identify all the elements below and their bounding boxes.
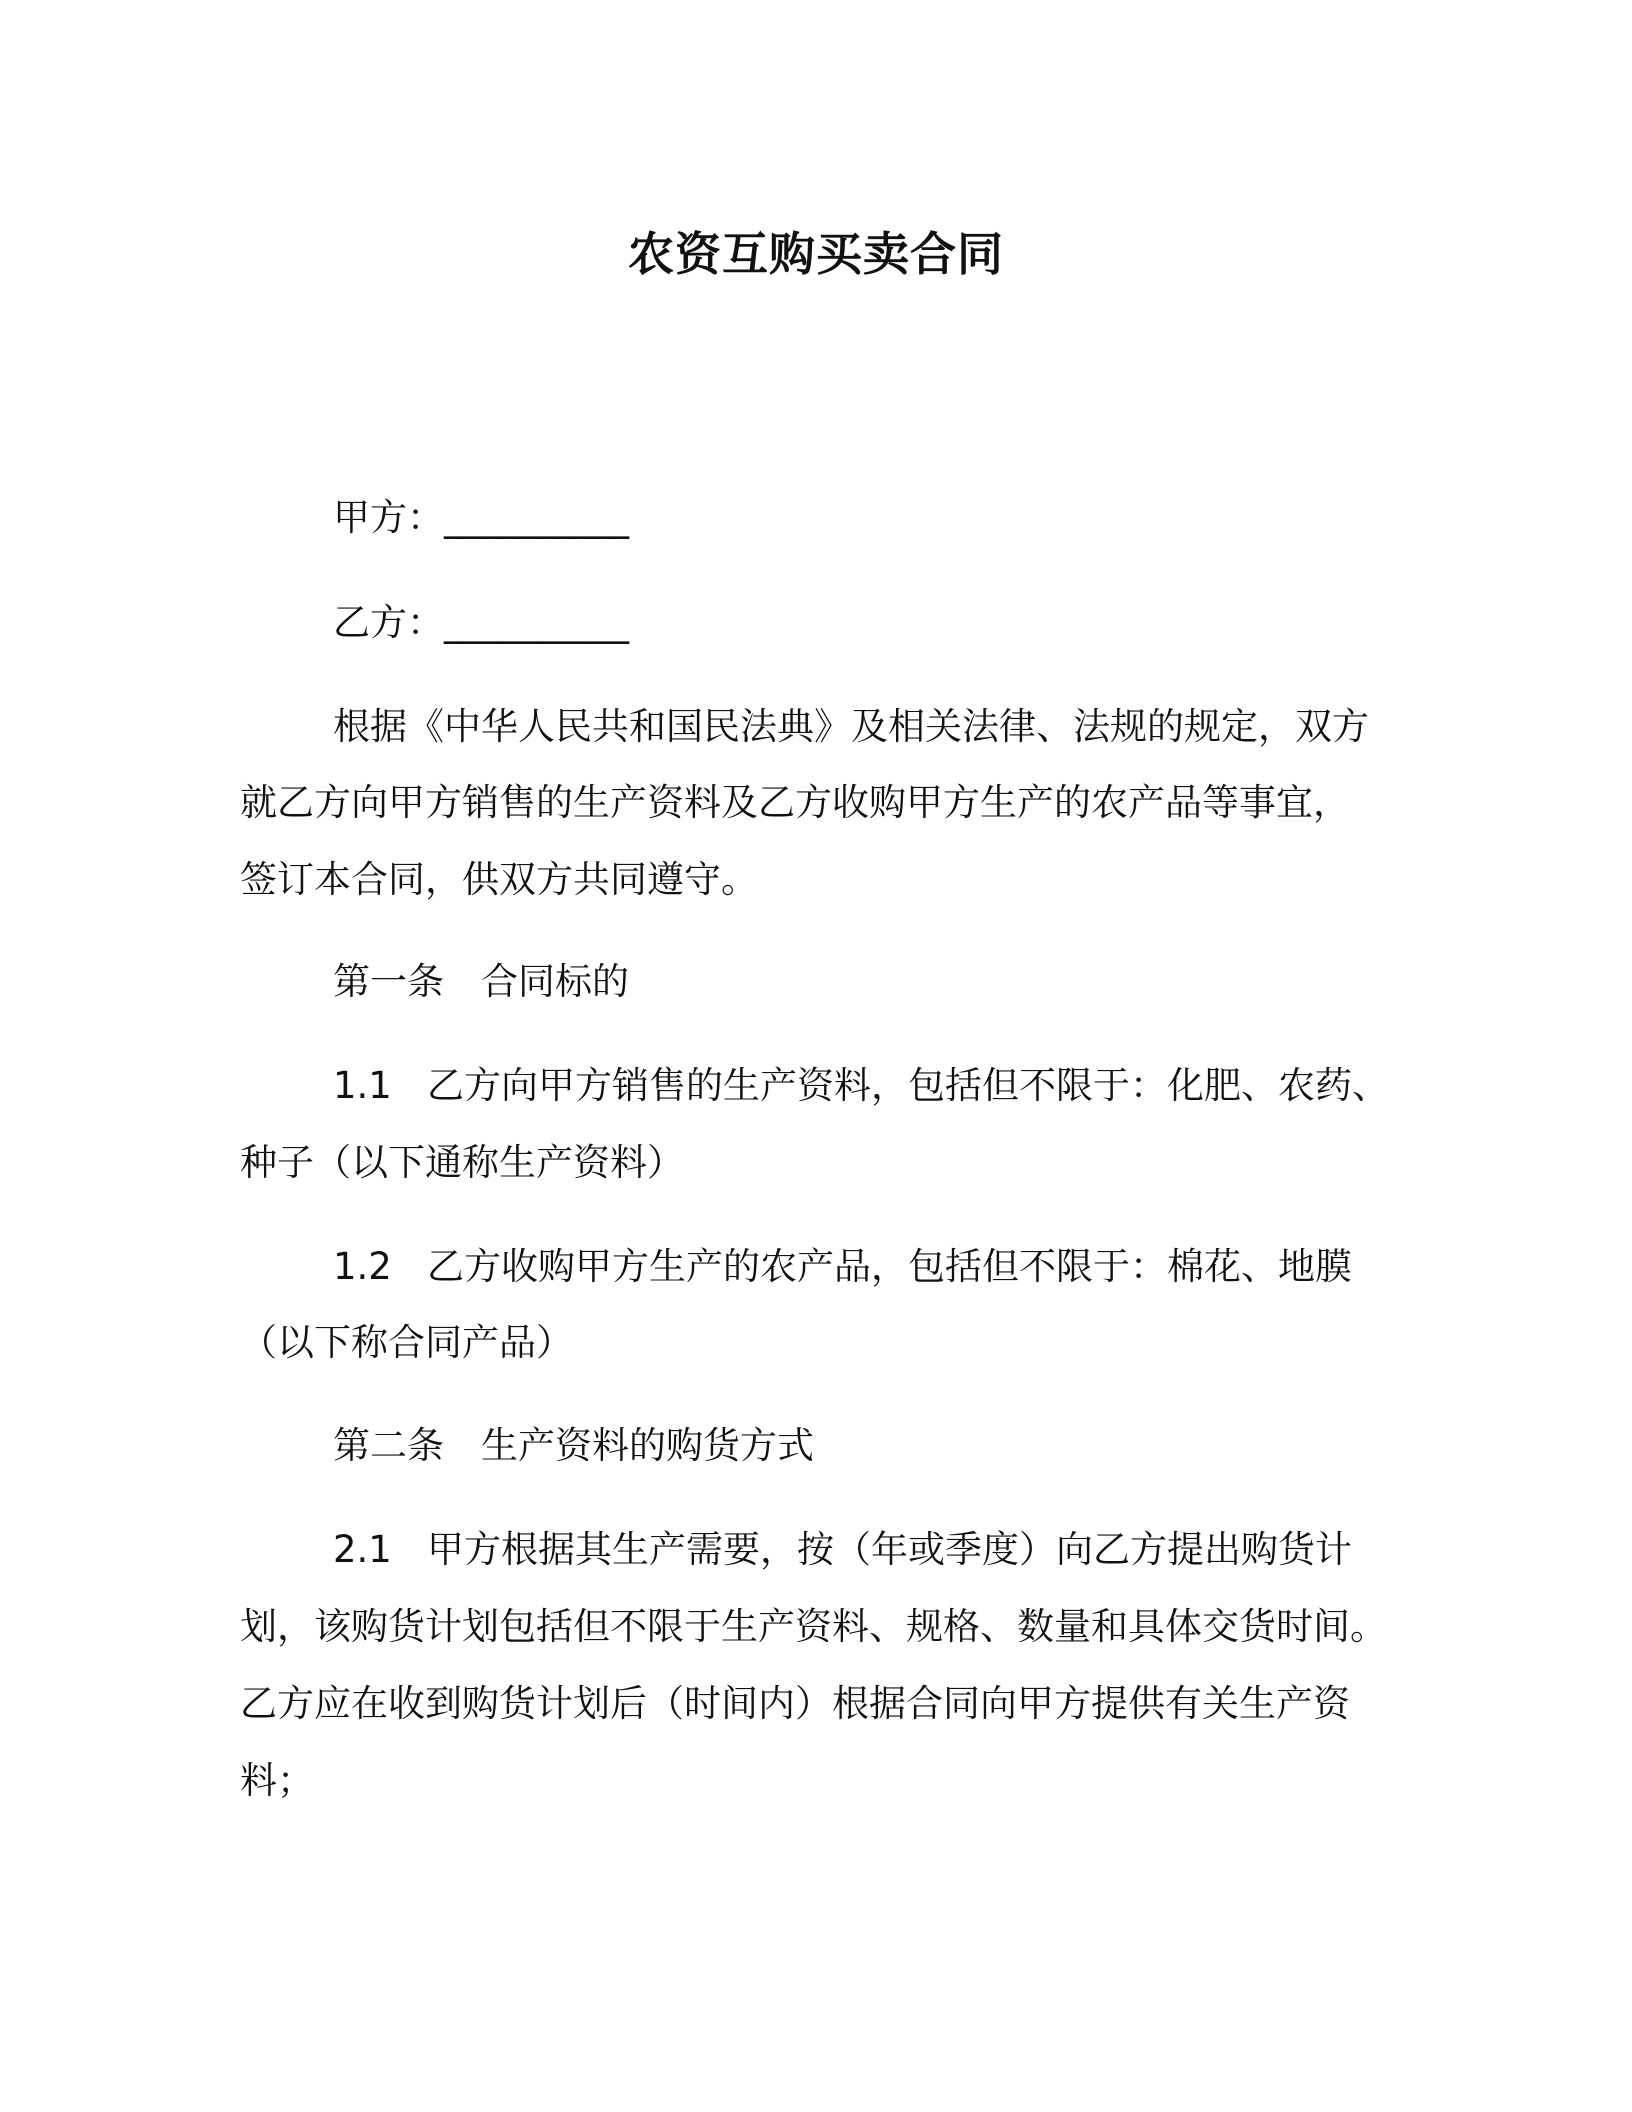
preamble-line-3: 签订本合同，供双方共同遵守。 — [240, 858, 758, 901]
clause-1-1-continuation: 种子（以下通称生产资料） — [240, 1141, 684, 1184]
party-a-field: 甲方：__________ — [333, 496, 629, 539]
clause-number: 2.1 — [333, 1528, 392, 1571]
clause-2-1-line-2: 划，该购货计划包括但不限于生产资料、规格、数量和具体交货时间。 — [240, 1605, 1387, 1648]
clause-2-1-line-3: 乙方应在收到购货计划后（时间内）根据合同向甲方提供有关生产资 — [240, 1682, 1350, 1725]
article-2-title: 生产资料的购货方式 — [481, 1424, 814, 1467]
clause-2-1-line-4: 料； — [240, 1759, 314, 1802]
article-1-title: 合同标的 — [481, 960, 629, 1003]
clause-text: 乙方向甲方销售的生产资料，包括但不限于：化肥、农药、 — [427, 1064, 1389, 1107]
preamble-line-2: 就乙方向甲方销售的生产资料及乙方收购甲方生产的农产品等事宜， — [240, 781, 1350, 824]
clause-1-2 — [333, 1242, 1352, 1292]
clause-1-1 — [333, 1061, 1389, 1111]
party-b-field: 乙方：__________ — [333, 601, 629, 644]
article-2-heading — [333, 1421, 814, 1471]
article-2-number: 第二条 — [333, 1424, 444, 1467]
clause-text: 甲方根据其生产需要，按（年或季度）向乙方提出购货计 — [427, 1528, 1352, 1571]
preamble-line-1: 根据《中华人民共和国民法典》及相关法律、法规的规定，双方 — [333, 705, 1369, 748]
article-1-heading — [333, 957, 629, 1007]
clause-text: 乙方收购甲方生产的农产品，包括但不限于：棉花、地膜 — [427, 1245, 1352, 1288]
article-1-number: 第一条 — [333, 960, 444, 1003]
clause-1-2-continuation: （以下称合同产品） — [240, 1321, 573, 1364]
clause-number: 1.2 — [333, 1245, 392, 1288]
clause-2-1 — [333, 1525, 1352, 1575]
clause-number: 1.1 — [333, 1064, 392, 1107]
document-title: 农资互购买卖合同 — [628, 227, 1004, 281]
